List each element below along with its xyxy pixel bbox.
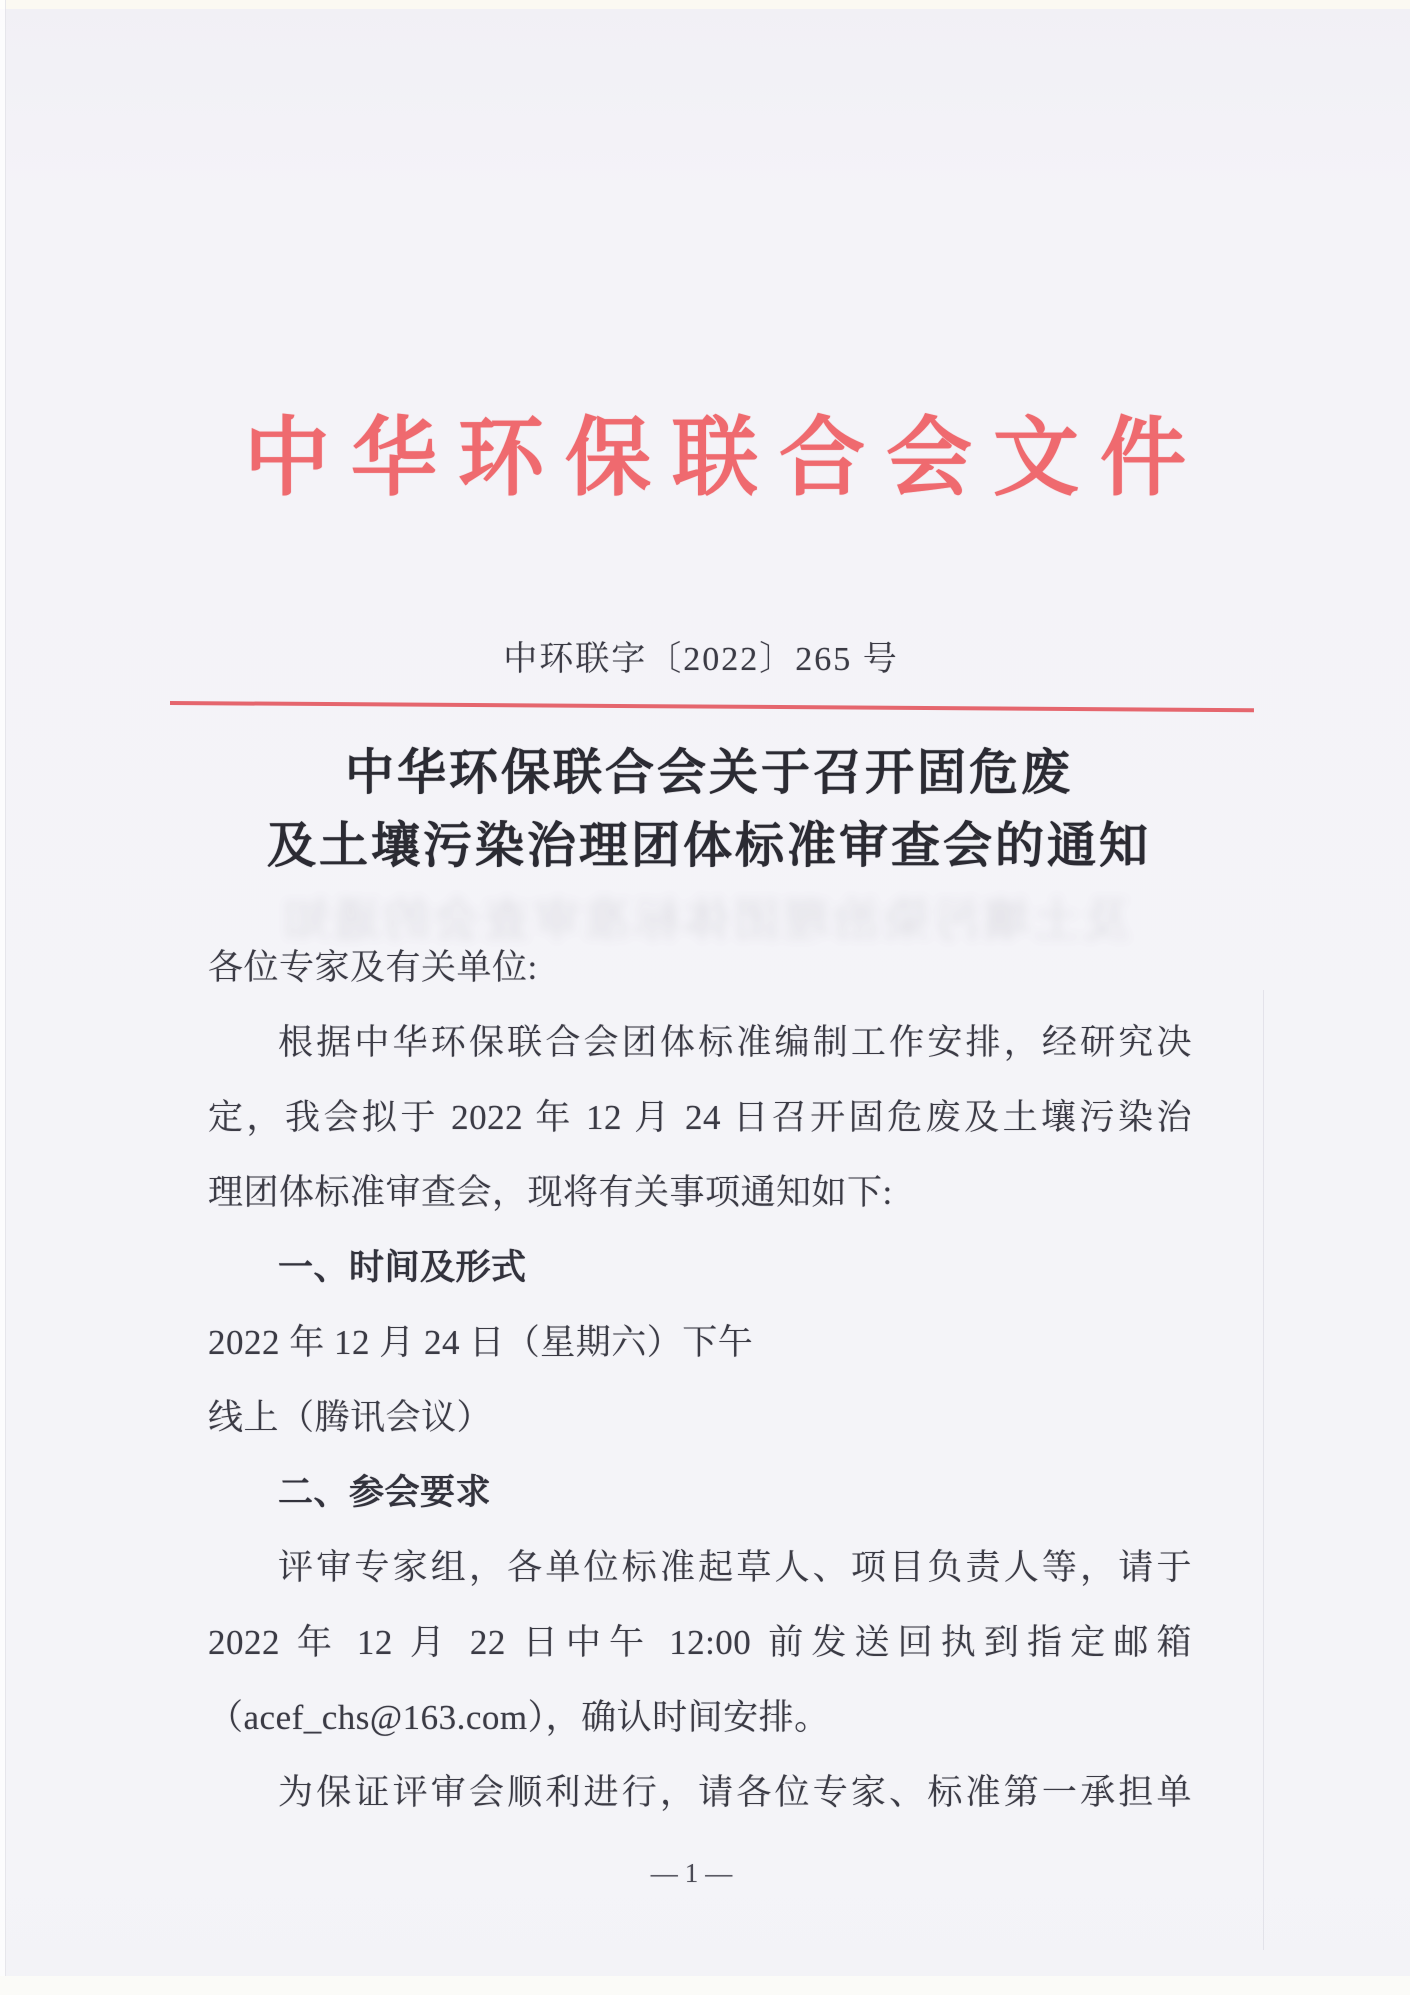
section-heading-1: 一、时间及形式 [278, 1248, 527, 1287]
section-heading-2: 二、参会要求 [278, 1473, 492, 1512]
body-line: 为保证评审会顺利进行，请各位专家、标准第一承担单 [278, 1773, 1192, 1812]
meeting-date-line: 2022 年 12 月 24 日（星期六）下午 [208, 1323, 754, 1362]
meeting-platform-line: 线上（腾讯会议） [208, 1398, 493, 1437]
notice-body [208, 930, 1192, 1830]
page-number: —1— [650, 1858, 740, 1888]
scan-left-edge [0, 0, 6, 1995]
salutation-line: 各位专家及有关单位: [208, 948, 538, 987]
reply-deadline-line: 2022 年 12 月 22 日中午 12:00 前发送回执到指定邮箱 [208, 1623, 1192, 1662]
notice-title-line2: 及土壤污染治理团体标准审查会的通知 [266, 818, 1151, 873]
body-line: 根据中华环保联合会团体标准编制工作安排，经研究决 [278, 1023, 1192, 1062]
scan-crease-line [1263, 990, 1264, 1950]
red-divider-rule [170, 701, 1254, 712]
letterhead-title: 中华环保联合会文件 [244, 410, 1207, 506]
body-line: 定，我会拟于 2022 年 12 月 24 日召开固危废及土壤污染治 [208, 1098, 1192, 1137]
notice-title-line1: 中华环保联合会关于召开固危废 [344, 745, 1073, 800]
scan-bottom-edge [0, 1976, 1410, 1995]
scan-top-edge [0, 0, 1410, 9]
contact-email-line: （acef_chs@163.com），确认时间安排。 [208, 1698, 830, 1737]
page-showthrough-ghost: 及土壤污染治理团体标准审查会的通知 [280, 895, 1130, 946]
body-line: 评审专家组，各单位标准起草人、项目负责人等，请于 [278, 1548, 1192, 1587]
document-number: 中环联字〔2022〕265 号 [503, 641, 899, 678]
body-line: 理团体标准审查会，现将有关事项通知如下: [208, 1173, 893, 1212]
